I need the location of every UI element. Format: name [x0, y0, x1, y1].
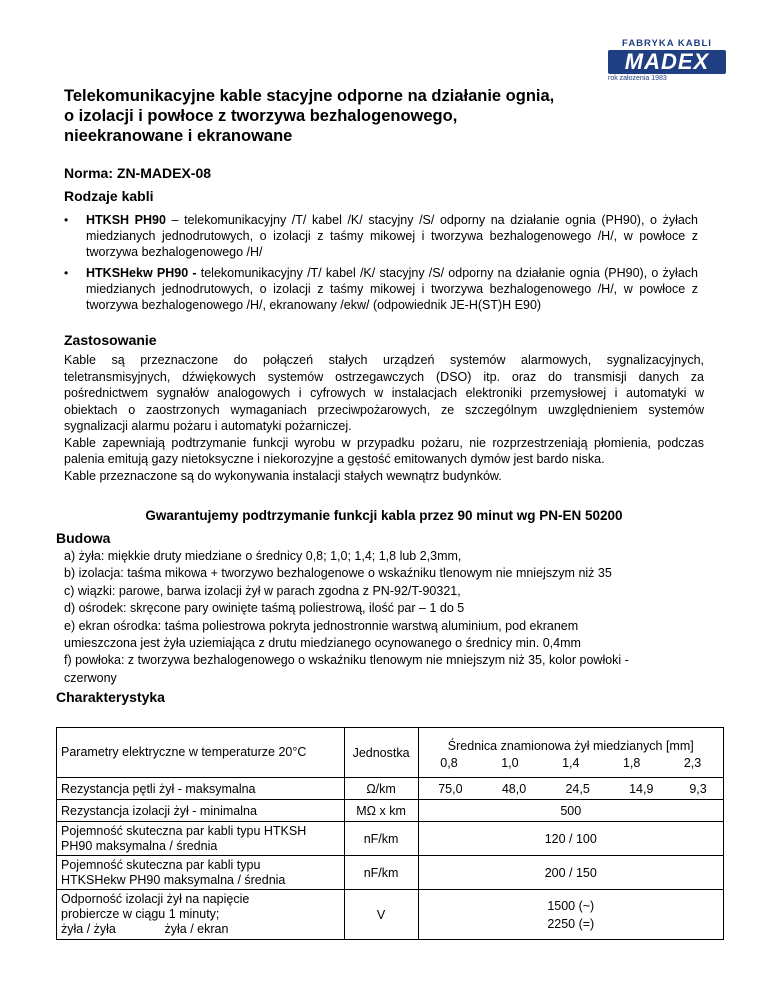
row-value: 14,9	[629, 781, 654, 796]
zastosowanie-paragraph-2: Kable zapewniają podtrzymanie funkcji wyrobu w przypadku pożaru, nie rozprzestrzeniają płomienia, podczas palenia emitują gazy nietoksyczne i niekorozyjne a gęstość emitowanych dymów jest bardo niska.	[64, 435, 704, 466]
row-unit: V	[344, 890, 418, 940]
row-param: Rezystancja pętli żył - maksymalna	[57, 778, 345, 800]
row-value: 75,0	[438, 781, 463, 796]
header-diameter-title: Średnica znamionowa żył miedzianych [mm]	[447, 738, 694, 753]
guarantee-statement: Gwarantujemy podtrzymanie funkcji kabla przez 90 minut wg PN-EN 50200	[145, 508, 623, 523]
row-value: 1500 (~) 2250 (=)	[418, 890, 723, 940]
charakterystyka-heading: Charakterystyka	[56, 689, 165, 705]
row-value: 48,0	[501, 781, 527, 796]
budowa-line: a) żyła: miękkie druty miedziane o średnicy 0,8; 1,0; 1,4; 1,8 lub 2,3mm,	[64, 549, 462, 563]
budowa-line: d) ośrodek: skręcone pary owinięte taśmą poliestrową, ilość par – 1 do 5	[64, 601, 465, 616]
row-unit: nF/km	[344, 822, 418, 856]
budowa-line: e) ekran ośrodka: taśma poliestrowa pokryta jednostronnie warstwą aluminium, pod ekranem	[64, 618, 579, 633]
zastosowanie-paragraph-1: Kable są przeznaczone do połączeń stałych urządzeń systemów alarmowych, sygnalizacyjnych, teletransmisyjnych, dźwiękowych systemów ostrzegawczych (DSO) itp. oraz do transmisji danych za pośrednictwem sygnałów analogowych i cyfrowych w instalacjach elektroniki przemysłowej i automatyki w obiektach o zaostrzonych wymaganiach przeciwpożarowych, ze szczególnym uwzględnieniem systemów sygnalizacji alarmu pożaru i automatyki pożarniczej.	[64, 353, 704, 433]
list-item	[64, 265, 704, 331]
table-row	[57, 890, 724, 940]
diameter-values	[419, 755, 723, 771]
row-unit: MΩ x km	[344, 800, 418, 822]
row-param: Pojemność skuteczna par kabli typu HTKSH PH90 maksymalna / średnia	[57, 822, 345, 856]
row-value: 9,3	[689, 781, 707, 796]
norma-heading: Norma: ZN-MADEX-08	[64, 165, 212, 181]
row-unit: nF/km	[344, 856, 418, 890]
table-row	[57, 778, 724, 800]
table-row	[57, 856, 724, 890]
zastosowanie-heading: Zastosowanie	[64, 332, 157, 348]
title-line-3: nieekranowane i ekranowane	[64, 127, 293, 145]
header-unit: Jednostka	[344, 728, 418, 778]
row-value: 120 / 100	[418, 822, 723, 856]
table-row	[57, 822, 724, 856]
zastosowanie-paragraph-3: Kable przeznaczone są do wykonywania instalacji stałych wewnątrz budynków.	[64, 468, 502, 483]
rodzaje-heading: Rodzaje kabli	[64, 188, 154, 204]
bullet-icon: •	[64, 266, 69, 280]
row-unit: Ω/km	[344, 778, 418, 800]
logo-main-text: MADEX	[608, 50, 726, 74]
budowa-list	[64, 548, 714, 687]
logo-top-text: FABRYKA KABLI	[622, 38, 712, 49]
budowa-line: umieszczona jest żyła uziemiająca z drutu miedzianego ocynowanego o średnicy min. 0,4mm	[64, 636, 581, 651]
budowa-line: czerwony	[64, 670, 117, 685]
budowa-line: c) wiązki: parowe, barwa izolacji żył w parach zgodna z PN-92/T-90321,	[64, 583, 461, 598]
row-param: Pojemność skuteczna par kabli typu HTKSHekw PH90 maksymalna / średnia	[57, 856, 345, 890]
diameter-value: 0,8	[440, 755, 458, 770]
cable-type-description: – telekomunikacyjny /T/ kabel /K/ stacyjny /S/ odporny na działanie ognia (PH90), o żyłach miedzianych jednodrutowych, o izolacji z taśmy mikowej i tworzywa bezhalogenowego /H/, w powłoce z tworzywa bezhalogenowego /H/	[86, 213, 698, 259]
header-diameter	[418, 728, 723, 778]
title-line-1: Telekomunikacyjne kable stacyjne odporne na działanie ognia,	[64, 87, 555, 105]
diameter-value: 1,4	[562, 755, 580, 770]
madex-logo	[608, 38, 726, 84]
budowa-line: b) izolacja: taśma mikowa + tworzywo bezhalogenowe o wskaźniku tlenowym nie mniejszym niż 35	[64, 566, 612, 581]
cable-type-name: HTKSHekw PH90 -	[86, 266, 197, 280]
row-value: 500	[418, 800, 723, 822]
row-param: Rezystancja izolacji żył - minimalna	[57, 800, 345, 822]
document-title	[64, 86, 624, 146]
table-row	[57, 800, 724, 822]
budowa-line: f) powłoka: z tworzywa bezhalogenowego o wskaźniku tlenowym nie mniejszym niż 35, kolor powłoki -	[64, 653, 629, 668]
cable-type-description: telekomunikacyjny /T/ kabel /K/ stacyjny /S/ odporny na działanie ognia (PH90), o żyłach miedzianych jednodrutowych, o izolacji z taśmy mikowej i tworzywa bezhalogenowego /H/, w powłoce z tworzywa bezhalogenowego /H/, ekranowany /ekw/ (odpowiednik JE-H(ST)H E90)	[86, 266, 698, 312]
diameter-value: 2,3	[683, 755, 702, 770]
zastosowanie-text	[64, 352, 704, 484]
row-values	[419, 781, 723, 797]
bullet-icon: •	[64, 213, 69, 227]
list-item	[64, 212, 704, 262]
cable-type-name: HTKSH PH90	[86, 213, 166, 227]
row-value: 24,5	[565, 781, 590, 796]
budowa-heading: Budowa	[56, 530, 111, 546]
row-param: Odporność izolacji żył na napięcie probiercze w ciągu 1 minuty; żyła / żyła żyła / ekran	[57, 890, 345, 940]
diameter-value: 1,8	[622, 755, 641, 770]
characteristics-table	[56, 727, 724, 940]
diameter-value: 1,0	[501, 755, 519, 770]
table-header-row	[57, 728, 724, 778]
logo-sub-text: rok założenia 1983	[608, 75, 667, 82]
row-value: 200 / 150	[418, 856, 723, 890]
title-line-2: o izolacji i powłoce z tworzywa bezhalogenowego,	[64, 107, 458, 125]
header-param: Parametry elektryczne w temperaturze 20°C	[57, 728, 345, 778]
